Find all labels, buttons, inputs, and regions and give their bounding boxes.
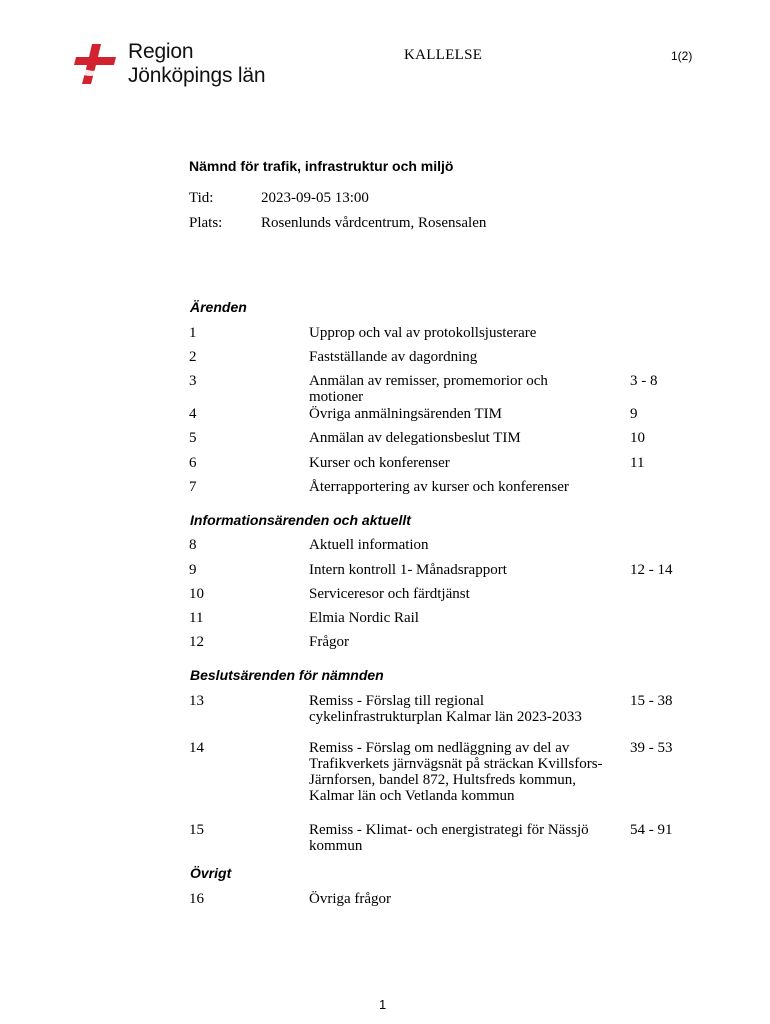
committee-title: Nämnd för trafik, infrastruktur och miljö (189, 158, 454, 174)
item-title: Remiss - Klimat- och energistrategi för Nässjö kommun (309, 822, 589, 854)
region-cross-icon (72, 40, 118, 86)
page-number: 1 (379, 997, 387, 1012)
item-pages: 9 (630, 406, 638, 422)
item-title: Anmälan av remisser, promemorior och motioner (309, 373, 548, 405)
logo-line-county: Jönköpings län (128, 64, 266, 87)
item-number: 2 (189, 349, 197, 365)
item-title: Serviceresor och färdtjänst (309, 586, 470, 602)
item-number: 15 (189, 822, 204, 838)
item-title: Intern kontroll 1- Månadsrapport (309, 562, 507, 578)
item-title: Elmia Nordic Rail (309, 610, 419, 626)
item-title: Anmälan av delegationsbeslut TIM (309, 430, 521, 446)
item-number: 6 (189, 455, 197, 471)
item-number: 4 (189, 406, 197, 422)
section-heading: Ärenden (190, 299, 247, 315)
meeting-place (189, 215, 486, 232)
item-title: Upprop och val av protokollsjusterare (309, 325, 537, 341)
item-number: 7 (189, 479, 197, 495)
item-pages: 10 (630, 430, 645, 446)
item-number: 12 (189, 634, 204, 650)
meeting-time (189, 190, 369, 207)
logo-line-region: Region (128, 40, 194, 63)
item-pages: 39 - 53 (630, 740, 673, 756)
section-heading: Beslutsärenden för nämnden (190, 667, 384, 683)
item-number: 1 (189, 325, 197, 341)
item-title: Övriga frågor (309, 891, 392, 907)
logo-text (128, 40, 265, 88)
page-count: 1(2) (671, 49, 693, 63)
section-heading: Informationsärenden och aktuellt (190, 512, 411, 528)
item-number: 13 (189, 693, 204, 709)
document-type: KALLELSE (404, 47, 483, 63)
item-number: 16 (189, 891, 204, 907)
item-title: Kurser och konferenser (309, 455, 450, 471)
item-title: Återrapportering av kurser och konferenser (309, 479, 569, 495)
item-number: 9 (189, 562, 197, 578)
item-title: Remiss - Förslag till regional cykelinfrastrukturplan Kalmar län 2023-2033 (309, 693, 582, 725)
item-number: 11 (189, 610, 204, 626)
time-value: 2023-09-05 13:00 (261, 190, 369, 206)
item-pages: 11 (630, 455, 645, 471)
time-label: Tid: (189, 190, 214, 206)
item-pages: 15 - 38 (630, 693, 673, 709)
item-pages: 54 - 91 (630, 822, 673, 838)
item-number: 5 (189, 430, 197, 446)
item-title: Remiss - Förslag om nedläggning av del av Trafikverkets järnvägsnät på sträckan Kvillsfors-Järnforsen, bandel 872, Hultsfreds kommun, Kalmar län och Vetlanda kommun (309, 740, 603, 804)
item-title: Fastställande av dagordning (309, 349, 478, 365)
item-pages: 3 - 8 (630, 373, 658, 389)
item-title: Aktuell information (309, 537, 429, 553)
item-number: 3 (189, 373, 197, 389)
item-number: 8 (189, 537, 197, 553)
item-title: Övriga anmälningsärenden TIM (309, 406, 503, 422)
region-logo (72, 40, 265, 88)
section-heading: Övrigt (190, 865, 232, 881)
item-number: 14 (189, 740, 204, 756)
item-pages: 12 - 14 (630, 562, 673, 578)
item-number: 10 (189, 586, 204, 602)
place-value: Rosenlunds vårdcentrum, Rosensalen (261, 215, 487, 231)
item-title: Frågor (309, 634, 349, 650)
place-label: Plats: (189, 215, 223, 231)
